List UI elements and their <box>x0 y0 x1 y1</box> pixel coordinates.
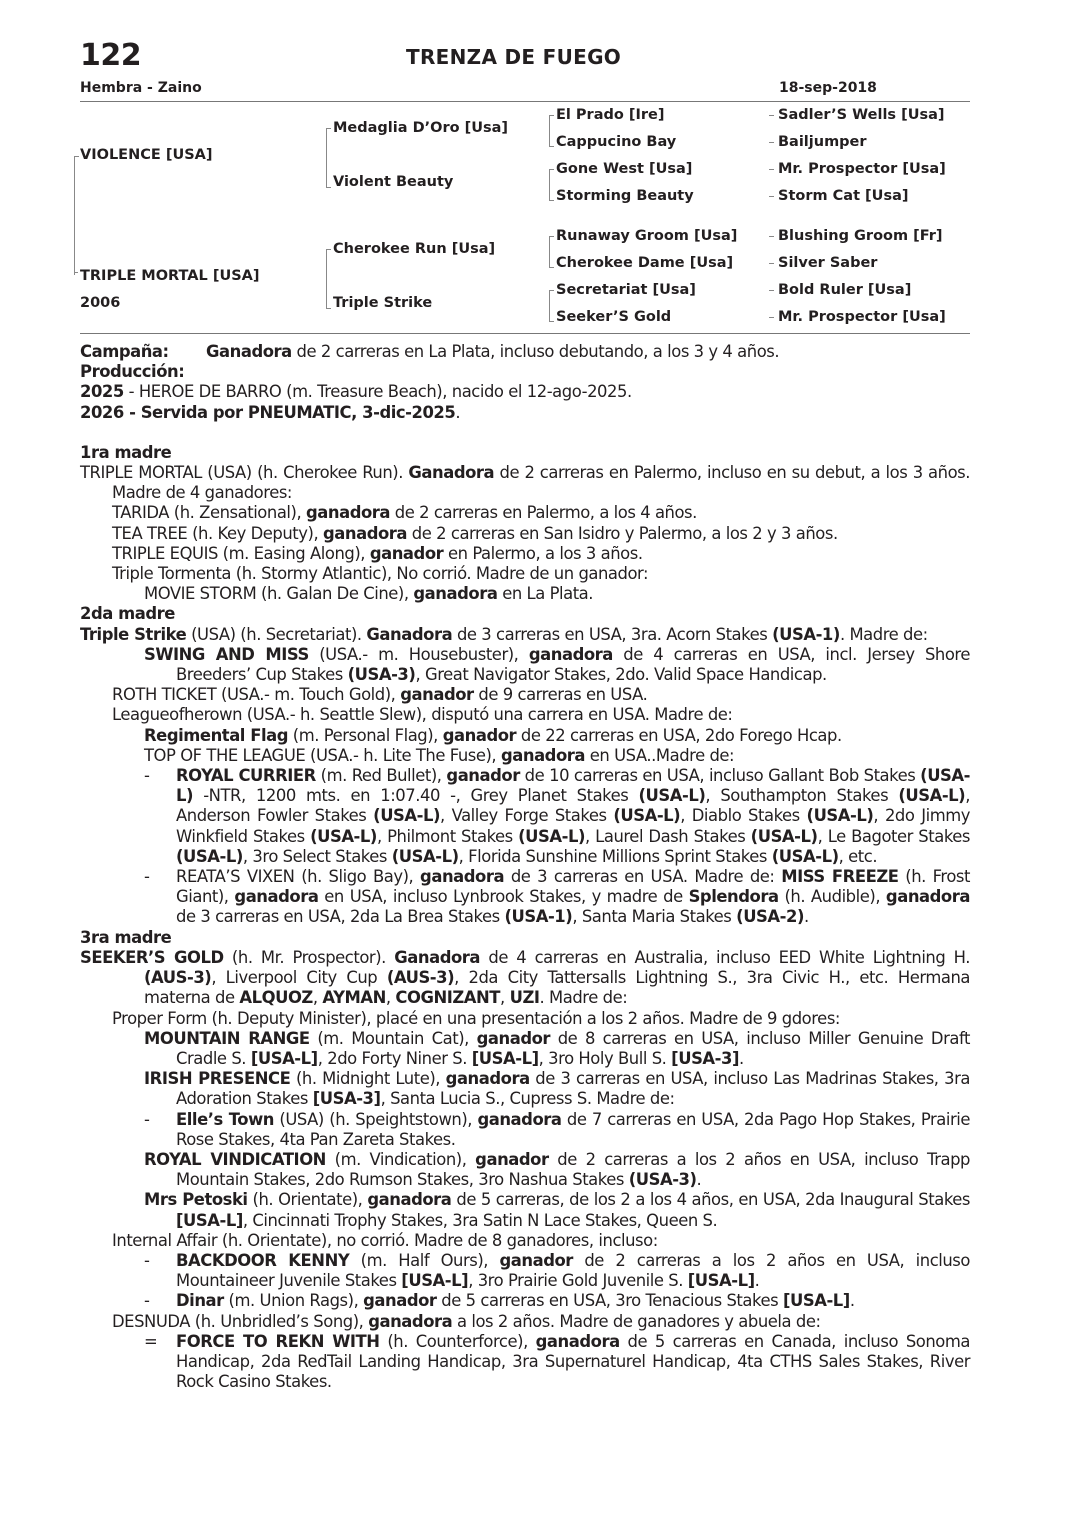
section-2da-madre: 2da madre <box>80 604 175 624</box>
produce-entry: SWING AND MISS (USA.- m. Housebuster), ganadora de 4 carreras en USA, incl. Jersey Shore Breeders’ Cup Stakes (USA-3), Great Navigator Stakes, 2do. Valid Space Handicap. <box>144 644 970 685</box>
pedigree-g1: Triple Strike <box>333 295 433 311</box>
pedigree-g2: Seeker’S Gold <box>556 309 672 325</box>
produce-entry: Proper Form (h. Deputy Minister), placé en una presentación a los 2 años. Madre de 9 gdores: <box>112 1008 840 1028</box>
produce-entry: = FORCE TO REKN WITH (h. Counterforce), ganadora de 5 carreras en Canada, incluso Sonoma Handicap, 2da RedTail Landing Handicap, 3ra Supernaturel Handicap, 4ta CTHS Sales Stakes, River Rock Casino Stakes. <box>144 1331 970 1392</box>
bracket-line <box>769 236 774 237</box>
bracket-line <box>549 169 554 201</box>
pedigree-dam-year: 2006 <box>80 295 121 311</box>
catalog-body <box>80 342 970 1392</box>
produce-entry: MOVIE STORM (h. Galan De Cine), ganadora en La Plata. <box>144 584 594 604</box>
pedigree-rule <box>80 333 970 334</box>
produce-entry: - REATA’S VIXEN (h. Sligo Bay), ganadora de 3 carreras en USA. Madre de: MISS FREEZE (h. Frost Giant), ganadora en USA, incluso Lynbrook Stakes, y madre de Splendora (h. Audible), ganadora de 3 carreras en USA, 2da La Brea Stakes (USA-1), Santa Maria Stakes (USA-2). <box>144 867 970 927</box>
produce-entry: Mrs Petoski (h. Orientate), ganadora de 5 carreras, de los 2 a los 4 años, en USA, 2da Inaugural Stakes [USA-L], Cincinnati Trophy Stakes, 3ra Satin N Lace Stakes, Queen S. <box>144 1190 971 1230</box>
bracket-line <box>74 156 79 275</box>
bracket-line <box>326 249 331 309</box>
lot-number: 122 <box>80 38 142 73</box>
pedigree-g2: El Prado [Ire] <box>556 107 665 123</box>
bracket-line <box>769 317 774 318</box>
dam-1-entry: TRIPLE MORTAL (USA) (h. Cherokee Run). Ganadora de 2 carreras en Palermo, incluso en su debut, a los 3 años. Madre de 4 ganadores: <box>80 463 970 503</box>
campana-line: Campaña: Ganadora de 2 carreras en La Plata, incluso debutando, a los 3 y 4 años. <box>80 342 780 361</box>
pedigree-g1: Violent Beauty <box>333 174 454 190</box>
pedigree-g2: Storming Beauty <box>556 188 694 204</box>
dam-3-entry: SEEKER’S GOLD (h. Mr. Prospector). Ganadora de 4 carreras en Australia, incluso EED White Lightning H. (AUS-3), Liverpool City Cup (AUS-3), 2da City Tattersalls Lightning S., 3ra Civic H., etc. Hermana materna de ALQUOZ, AYMAN, COGNIZANT, UZI. Madre de: <box>80 947 970 1008</box>
produce-entry: - Dinar (m. Union Rags), ganador de 5 carreras en USA, 3ro Tenacious Stakes [USA-L]. <box>144 1291 855 1311</box>
pedigree-g1: Medaglia D’Oro [Usa] <box>333 120 509 136</box>
produccion-heading: Producción: <box>80 362 185 382</box>
bracket-line <box>769 290 774 291</box>
bracket-line <box>769 142 774 143</box>
produce-entry: ROTH TICKET (USA.- m. Touch Gold), ganador de 9 carreras en USA. <box>112 685 648 705</box>
pedigree-g3: Mr. Prospector [Usa] <box>778 161 946 177</box>
pedigree-g3: Sadler’S Wells [Usa] <box>778 107 945 123</box>
produce-entry: Leagueofherown (USA.- h. Seattle Slew), disputó una carrera en USA. Madre de: <box>112 705 733 725</box>
produce-entry: Internal Affair (h. Orientate), no corrió. Madre de 8 ganadores, incluso: <box>112 1230 658 1250</box>
pedigree-g3: Silver Saber <box>778 255 878 271</box>
section-3ra-madre: 3ra madre <box>80 927 172 947</box>
produce-entry: DESNUDA (h. Unbridled’s Song), ganadora a los 2 años. Madre de ganadores y abuela de: <box>112 1311 821 1331</box>
header-rule <box>80 101 970 102</box>
bracket-line <box>549 115 554 147</box>
bracket-line <box>74 272 78 273</box>
pedigree-g2: Cappucino Bay <box>556 134 677 150</box>
pedigree-g3: Bailjumper <box>778 134 867 150</box>
birth-date: 18-sep-2018 <box>779 80 877 96</box>
dam-2-entry: Triple Strike (USA) (h. Secretariat). Ganadora de 3 carreras en USA, 3ra. Acorn Stakes (USA-1). Madre de: <box>80 624 928 644</box>
bracket-line <box>769 169 774 170</box>
produce-entry: TRIPLE EQUIS (m. Easing Along), ganador en Palermo, a los 3 años. <box>112 543 643 563</box>
bracket-line <box>326 128 331 188</box>
pedigree-sire: VIOLENCE [USA] <box>80 147 213 163</box>
section-1ra-madre: 1ra madre <box>80 442 172 462</box>
pedigree-g3: Bold Ruler [Usa] <box>778 282 912 298</box>
pedigree-g2: Gone West [Usa] <box>556 161 693 177</box>
produccion-2026: 2026 - Servida por PNEUMATIC, 3-dic-2025. <box>80 402 461 422</box>
pedigree-dam: TRIPLE MORTAL [USA] <box>80 268 260 284</box>
produce-entry: Regimental Flag (m. Personal Flag), ganador de 22 carreras en USA, 2do Forego Hcap. <box>144 725 842 745</box>
bracket-line <box>769 263 774 264</box>
pedigree-g3: Storm Cat [Usa] <box>778 188 909 204</box>
produce-entry: - BACKDOOR KENNY (m. Half Ours), ganador de 2 carreras a los 2 años en USA, incluso Mountaineer Juvenile Stakes [USA-L], 3ro Prairie Gold Juvenile S. [USA-L]. <box>144 1250 970 1291</box>
produce-entry: TARIDA (h. Zensational), ganadora de 2 carreras en Palermo, a los 4 años. <box>112 503 697 523</box>
produce-entry: IRISH PRESENCE (h. Midnight Lute), ganadora de 3 carreras en USA, incluso Las Madrinas Stakes, 3ra Adoration Stakes [USA-3], Santa Lucia S., Cupress S. Madre de: <box>144 1069 970 1109</box>
produce-entry: - Elle’s Town (USA) (h. Speightstown), ganadora de 7 carreras en USA, 2da Pago Hop Stakes, Prairie Rose Stakes, 4ta Pan Zareta Stakes. <box>144 1109 970 1149</box>
pedigree-g2: Cherokee Dame [Usa] <box>556 255 734 271</box>
produce-entry: - ROYAL CURRIER (m. Red Bullet), ganador de 10 carreras en USA, incluso Gallant Bob Stakes (USA-L) -NTR, 1200 mts. en 1:07.40 -, Grey Planet Stakes (USA-L), Southampton Stakes (USA-L), Anderson Fowler Stakes (USA-L), Valley Forge Stakes (USA-L), Diablo Stakes (USA-L), 2do Jimmy Winkfield Stakes (USA-L), Philmont Stakes (USA-L), Laurel Dash Stakes (USA-L), Le Bagoter Stakes (USA-L), 3ro Select Stakes (USA-L), Florida Sunshine Millions Sprint Stakes (USA-L), etc. <box>144 766 971 866</box>
bracket-line <box>549 236 554 268</box>
produce-entry: ROYAL VINDICATION (m. Vindication), ganador de 2 carreras a los 2 años en USA, incluso Trapp Mountain Stakes, 2do Rumson Stakes, 3ro Nashua Stakes (USA-3). <box>144 1149 971 1190</box>
sex-color: Hembra - Zaino <box>80 80 202 96</box>
pedigree-g1: Cherokee Run [Usa] <box>333 241 496 257</box>
produce-entry: MOUNTAIN RANGE (m. Mountain Cat), ganador de 8 carreras en USA, incluso Miller Genuine Draft Cradle S. [USA-L], 2do Forty Niner S. [USA-L], 3ro Holy Bull S. [USA-3]. <box>144 1028 970 1068</box>
produce-entry: Triple Tormenta (h. Stormy Atlantic), No corrió. Madre de un ganador: <box>112 564 649 584</box>
produccion-2025: 2025 - HEROE DE BARRO (m. Treasure Beach), nacido el 12-ago-2025. <box>80 382 632 402</box>
produce-entry: TOP OF THE LEAGUE (USA.- h. Lite The Fuse), ganadora en USA..Madre de: <box>144 745 735 765</box>
pedigree-g3: Blushing Groom [Fr] <box>778 228 943 244</box>
pedigree-g2: Runaway Groom [Usa] <box>556 228 738 244</box>
pedigree-g2: Secretariat [Usa] <box>556 282 696 298</box>
horse-name: TRENZA DE FUEGO <box>406 45 622 69</box>
pedigree-g3: Mr. Prospector [Usa] <box>778 309 946 325</box>
bracket-line <box>769 196 774 197</box>
bracket-line <box>769 115 774 116</box>
produce-entry: TEA TREE (h. Key Deputy), ganadora de 2 carreras en San Isidro y Palermo, a los 2 y 3 años. <box>112 523 838 543</box>
bracket-line <box>549 290 554 322</box>
